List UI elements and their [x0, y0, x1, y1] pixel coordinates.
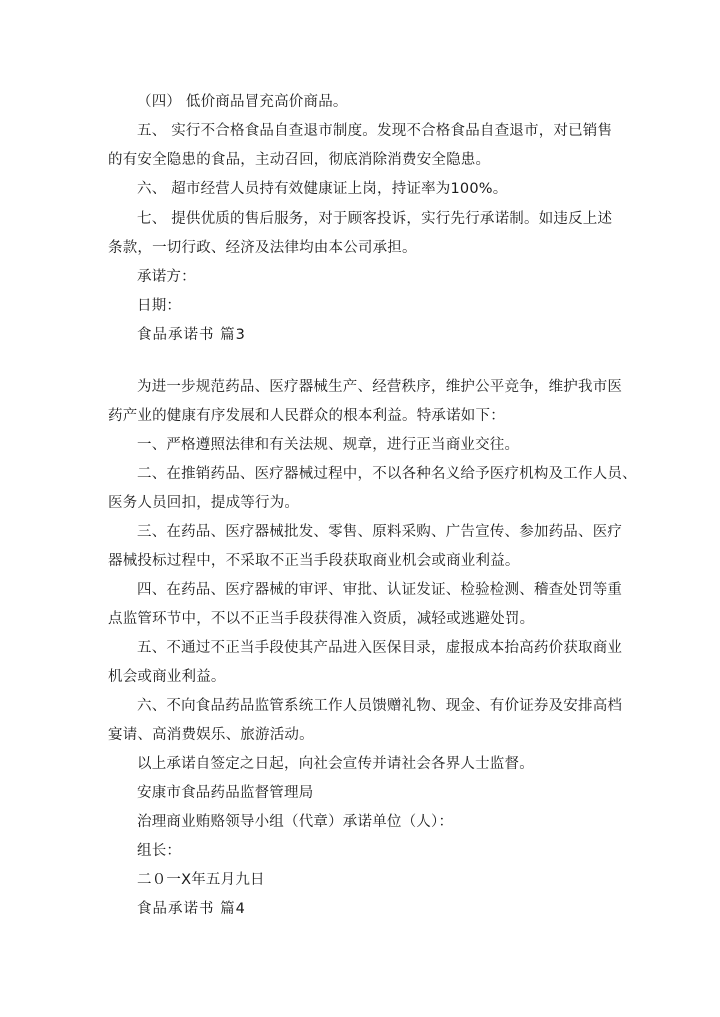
issuing-authority: 安康市食品药品监督管理局	[137, 785, 314, 801]
pledge-four-line-1: 四、在药品、医疗器械的审评、审批、认证发证、检验检测、稽查处罚等重	[137, 582, 623, 598]
clause-seven-line-2: 条款，一切行政、经济及法律均由本公司承担。	[108, 240, 417, 256]
pledge-six-line-2: 宴请、高消费娱乐、旅游活动。	[108, 727, 314, 743]
pledge-six-line-1: 六、不向食品药品监管系统工作人员馈赠礼物、现金、有价证券及安排高档	[137, 698, 623, 714]
signing-date: 二０一X年五月九日	[137, 872, 265, 888]
pledge-four-line-2: 点监管环节中，不以不正当手段获得准入资质，减轻或逃避处罚。	[108, 611, 535, 627]
promisor-label: 承诺方：	[137, 269, 196, 285]
clause-five-line-1: 五、 实行不合格食品自查退市制度。发现不合格食品自查退市，对已销售	[137, 123, 613, 139]
clause-seven-line-1: 七、 提供优质的售后服务，对于顾客投诉，实行先行承诺制。如违反上述	[137, 211, 613, 227]
intro-line-2: 药产业的健康有序发展和人民群众的根本利益。特承诺如下：	[108, 408, 505, 424]
section-title-3: 食品承诺书 篇3	[137, 327, 246, 343]
committing-unit: 治理商业贿赂领导小组（代章）承诺单位（人）：	[137, 814, 454, 830]
pledge-five-line-2: 机会或商业利益。	[108, 669, 226, 685]
pledge-two-line-2: 医务人员回扣，提成等行为。	[108, 495, 300, 511]
pledge-three-line-2: 器械投标过程中，不采取不正当手段获取商业机会或商业利益。	[108, 553, 520, 569]
pledge-one: 一、严格遵照法律和有关法规、规章，进行正当商业交往。	[137, 437, 520, 453]
section-title-4: 食品承诺书 篇4	[137, 901, 246, 917]
date-label: 日期：	[137, 298, 182, 314]
intro-line-1: 为进一步规范药品、医疗器械生产、经营秩序，维护公平竞争，维护我市医	[137, 379, 623, 395]
clause-six: 六、 超市经营人员持有效健康证上岗，持证率为100%。	[137, 181, 508, 197]
group-leader-label: 组长：	[137, 843, 182, 859]
clause-five-line-2: 的有安全隐患的食品，主动召回，彻底消除消费安全隐患。	[108, 152, 491, 168]
pledge-three-line-1: 三、在药品、医疗器械批发、零售、原料采购、广告宣传、参加药品、医疗	[137, 524, 623, 540]
list-item-four: （四） 低价商品冒充高价商品。	[137, 94, 348, 110]
pledge-two-line-1: 二、在推销药品、医疗器械过程中，不以各种名义给予医疗机构及工作人员、	[137, 466, 637, 482]
supervision-statement: 以上承诺自签定之日起，向社会宣传并请社会各界人士监督。	[137, 756, 534, 772]
pledge-five-line-1: 五、不通过不正当手段使其产品进入医保目录，虚报成本抬高药价获取商业	[137, 640, 623, 656]
